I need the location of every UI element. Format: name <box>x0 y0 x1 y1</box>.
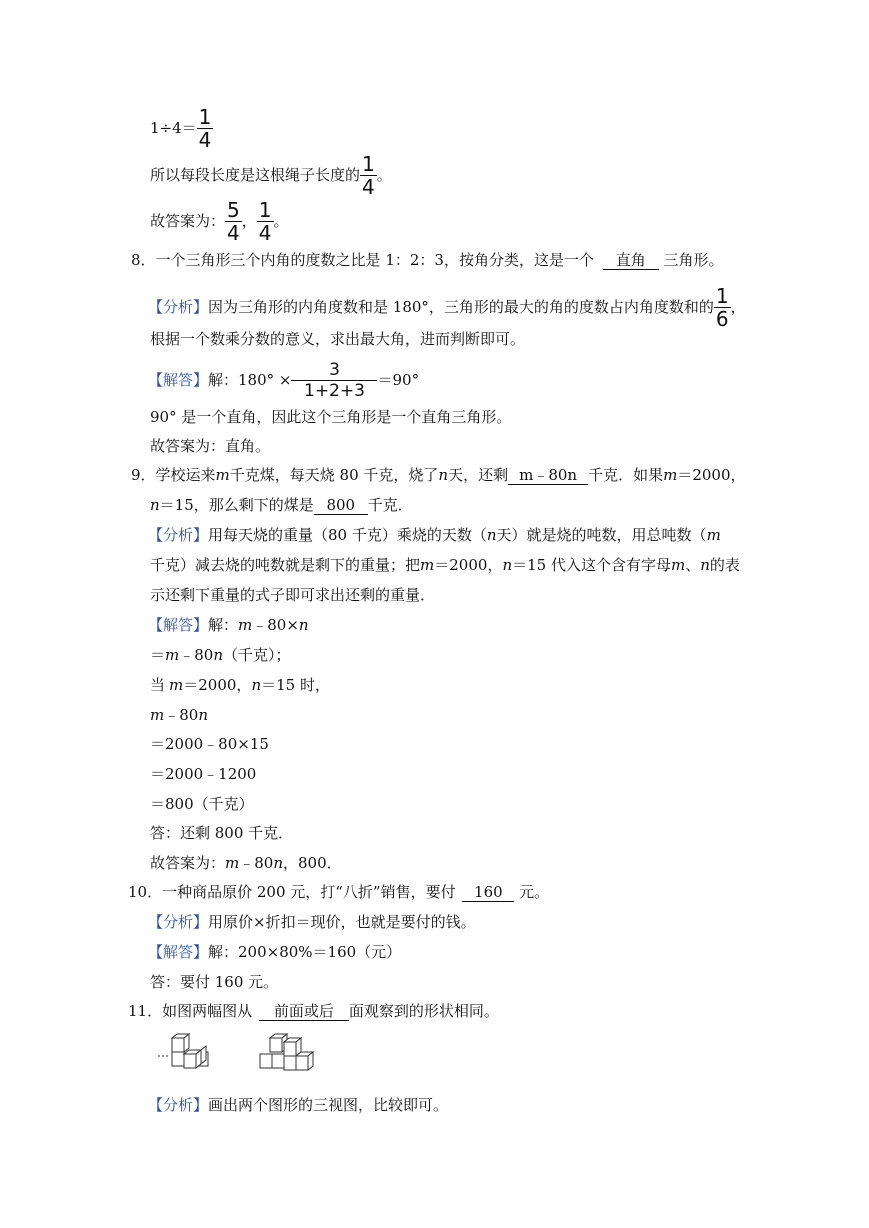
analysis-tag: 【分析】 <box>148 1096 209 1114</box>
q8-solution: 【解答】解：180° × $\frac{3}{1+2+3}$ ＝90° <box>148 360 420 401</box>
q9-question: 9．学校运来m千克煤，每天烧 80 千克，烧了n天，还剩 m﹣80n 千克．如果m＝2000， <box>131 466 746 484</box>
q11-answer-blank: 前面或后 <box>259 1004 349 1021</box>
q10-answer: 答：要付 160 元。 <box>150 973 279 991</box>
q8-line-a: 90° 是一个直角，因此这个三角形是一个直角三角形。 <box>150 408 512 426</box>
q9-answer-blank-1: m﹣80n <box>508 468 588 485</box>
q9-analysis-line3: 示还剩下重量的式子即可求出还剩的重量． <box>150 586 436 604</box>
fraction-5-4: $\frac{5}{4}$ <box>227 198 240 245</box>
top-line-2: 所以每段长度是这根绳子长度的 $\frac{1}{4}$ 。 <box>150 152 392 199</box>
q11-question: 11．如图两幅图从 前面或后 面观察到的形状相同。 <box>128 1002 499 1020</box>
q9-solution-1: 【解答】解：m﹣80×n <box>148 616 309 634</box>
q8-analysis-line2: 根据一个数乘分数的意义，求出最大角，进而判断即可。 <box>150 330 526 348</box>
q10-question: 10．一种商品原价 200 元，打“八折”销售，要付 160 元。 <box>128 883 550 901</box>
solution-tag: 【解答】 <box>148 943 209 961</box>
q9-question-line2: n＝15，那么剩下的煤是 800 千克． <box>150 496 413 514</box>
analysis-tag: 【分析】 <box>148 526 209 544</box>
q9-analysis-line2: 千克）减去烧的吨数就是剩下的重量；把m＝2000，n＝15 代入这个含有字母m、n的表 <box>150 556 740 574</box>
q9-analysis: 【分析】用每天烧的重量（80 千克）乘烧的天数（n天）就是烧的吨数，用总吨数（m <box>148 526 721 544</box>
cube-figure-left <box>156 1032 216 1080</box>
fraction-3-over-sum: $\frac{3}{1+2+3}$ <box>291 360 377 401</box>
q9-solution-7: ＝800（千克） <box>150 795 254 813</box>
q8-answer-blank: 直角 <box>603 253 659 270</box>
top-answer: 故答案为： $\frac{5}{4}$ ， $\frac{1}{4}$ 。 <box>150 198 289 245</box>
q11-analysis: 【分析】画出两个图形的三视图，比较即可。 <box>148 1096 449 1114</box>
q9-solution-5: ＝2000﹣80×15 <box>150 735 269 753</box>
fraction-1-6: $\frac{1}{6}$ <box>715 284 729 331</box>
q9-solution-3: 当 m＝2000，n＝15 时， <box>150 676 330 694</box>
top-line-1 <box>150 106 213 151</box>
q9-solution-8: 答：还剩 800 千克． <box>150 824 294 842</box>
q9-answer: 故答案为：m﹣80n，800． <box>150 854 342 872</box>
q10-solution: 【解答】解：200×80%＝160（元） <box>148 943 402 961</box>
q10-answer-blank: 160 <box>462 885 514 902</box>
q9-solution-4: m﹣80n <box>150 706 208 724</box>
analysis-tag: 【分析】 <box>148 298 209 316</box>
solution-tag: 【解答】 <box>148 371 209 389</box>
fraction-1-4: $\frac{1}{4}$ <box>362 152 375 199</box>
analysis-tag: 【分析】 <box>148 913 209 931</box>
q8-answer: 故答案为：直角。 <box>150 437 271 455</box>
division-expression: 1÷4＝ <box>150 119 197 137</box>
q8-analysis: 【分析】因为三角形的内角度数和是 180°，三角形的最大的角的度数占内角度数和的 $\frac{1}{6}$ ， <box>148 284 746 331</box>
q9-solution-6: ＝2000﹣1200 <box>150 765 257 783</box>
fraction-1-4: $\frac{1}{4}$ <box>198 105 212 152</box>
fraction-1-4: $\frac{1}{4}$ <box>258 198 272 245</box>
q9-answer-blank-2: 800 <box>314 498 368 515</box>
q9-solution-2: ＝m﹣80n（千克）； <box>150 646 291 664</box>
solution-tag: 【解答】 <box>148 616 209 634</box>
cube-figure-right <box>256 1032 326 1080</box>
q10-analysis: 【分析】用原价×折扣＝现价，也就是要付的钱。 <box>148 913 476 931</box>
q8-question: 8．一个三角形三个内角的度数之比是 1：2：3，按角分类，这是一个 直角 三角形。 <box>131 251 724 269</box>
